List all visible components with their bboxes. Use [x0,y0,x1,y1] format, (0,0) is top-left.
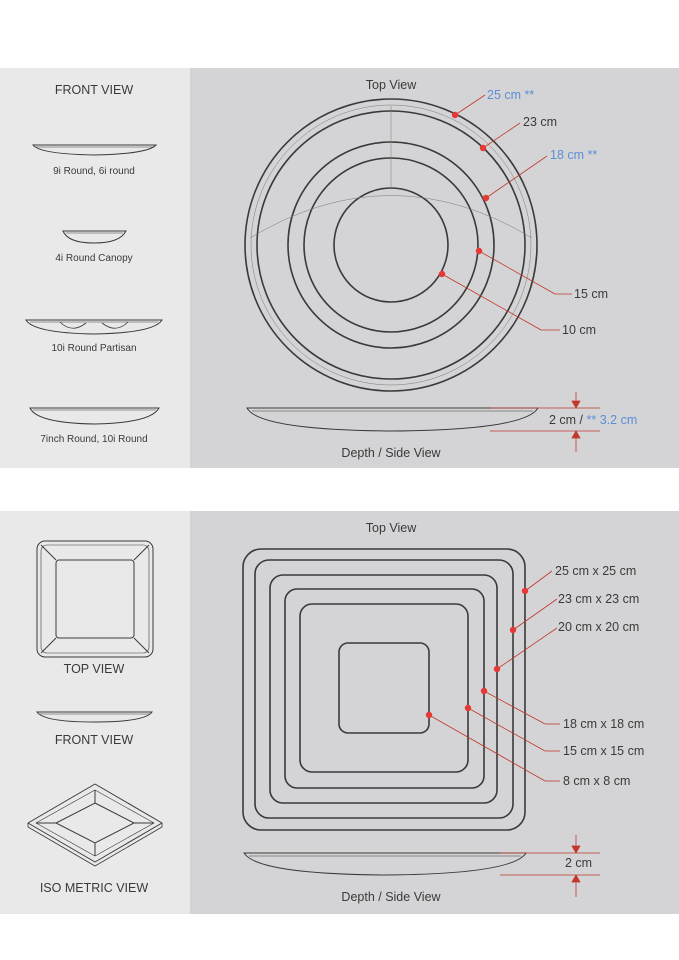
round-side-view-title: Depth / Side View [341,446,441,460]
thumb-9i-round [33,145,156,155]
thumb-10i-partisan [26,320,162,334]
construction-lines [250,105,532,385]
label-10cm: 10 cm [562,323,597,337]
round-plates-drawing [0,68,679,468]
thumb-caption-2: 4i Round Canopy [55,253,133,264]
front-view-title: FRONT VIEW [54,83,134,97]
thumb-square-front [37,712,152,722]
square-15cm [300,604,468,772]
label-23cm: 23 cm [523,115,558,129]
square-top-view-label: TOP VIEW [63,662,125,676]
label-8x8: 8 cm x 8 cm [563,774,631,788]
square-23cm [255,560,513,818]
depth-label-round [549,413,637,427]
thumb-7inch-round [30,408,159,424]
label-25cm: 25 cm ** [487,88,535,102]
thumb-square-iso [28,784,162,866]
square-side-profile [244,853,526,875]
label-20x20: 20 cm x 20 cm [558,620,640,634]
label-15cm: 15 cm [574,287,609,301]
depth-label-square: 2 cm [565,856,593,870]
square-front-view-label: FRONT VIEW [54,733,134,747]
square-side-view-title: Depth / Side View [341,890,441,904]
thumb-4i-canopy [63,231,126,243]
label-25x25: 25 cm x 25 cm [555,564,637,578]
square-plates-panel [0,511,679,914]
round-plates-panel [0,68,679,468]
square-leader-lines [429,571,560,781]
depth-main: 2 cm / [549,413,587,427]
label-15x15: 15 cm x 15 cm [563,744,645,758]
thumb-square-top [37,541,153,657]
thumb-caption-4: 7inch Round, 10i Round [40,434,148,445]
square-top-view-title: Top View [365,521,417,535]
thumb-caption-3: 10i Round Partisan [51,343,137,354]
label-23x23: 23 cm x 23 cm [558,592,640,606]
round-top-view-title: Top View [365,78,417,92]
label-18cm: 18 cm ** [550,148,598,162]
square-18cm [285,589,484,788]
square-iso-view-label: ISO METRIC VIEW [39,881,149,895]
round-side-profile [247,408,538,431]
square-8cm [339,643,429,733]
thumb-caption-1: 9i Round, 6i round [53,166,135,177]
circle-10cm [334,188,448,302]
label-18x18: 18 cm x 18 cm [563,717,645,731]
depth-alt: ** 3.2 cm [586,413,638,427]
square-plates-drawing [0,511,679,914]
